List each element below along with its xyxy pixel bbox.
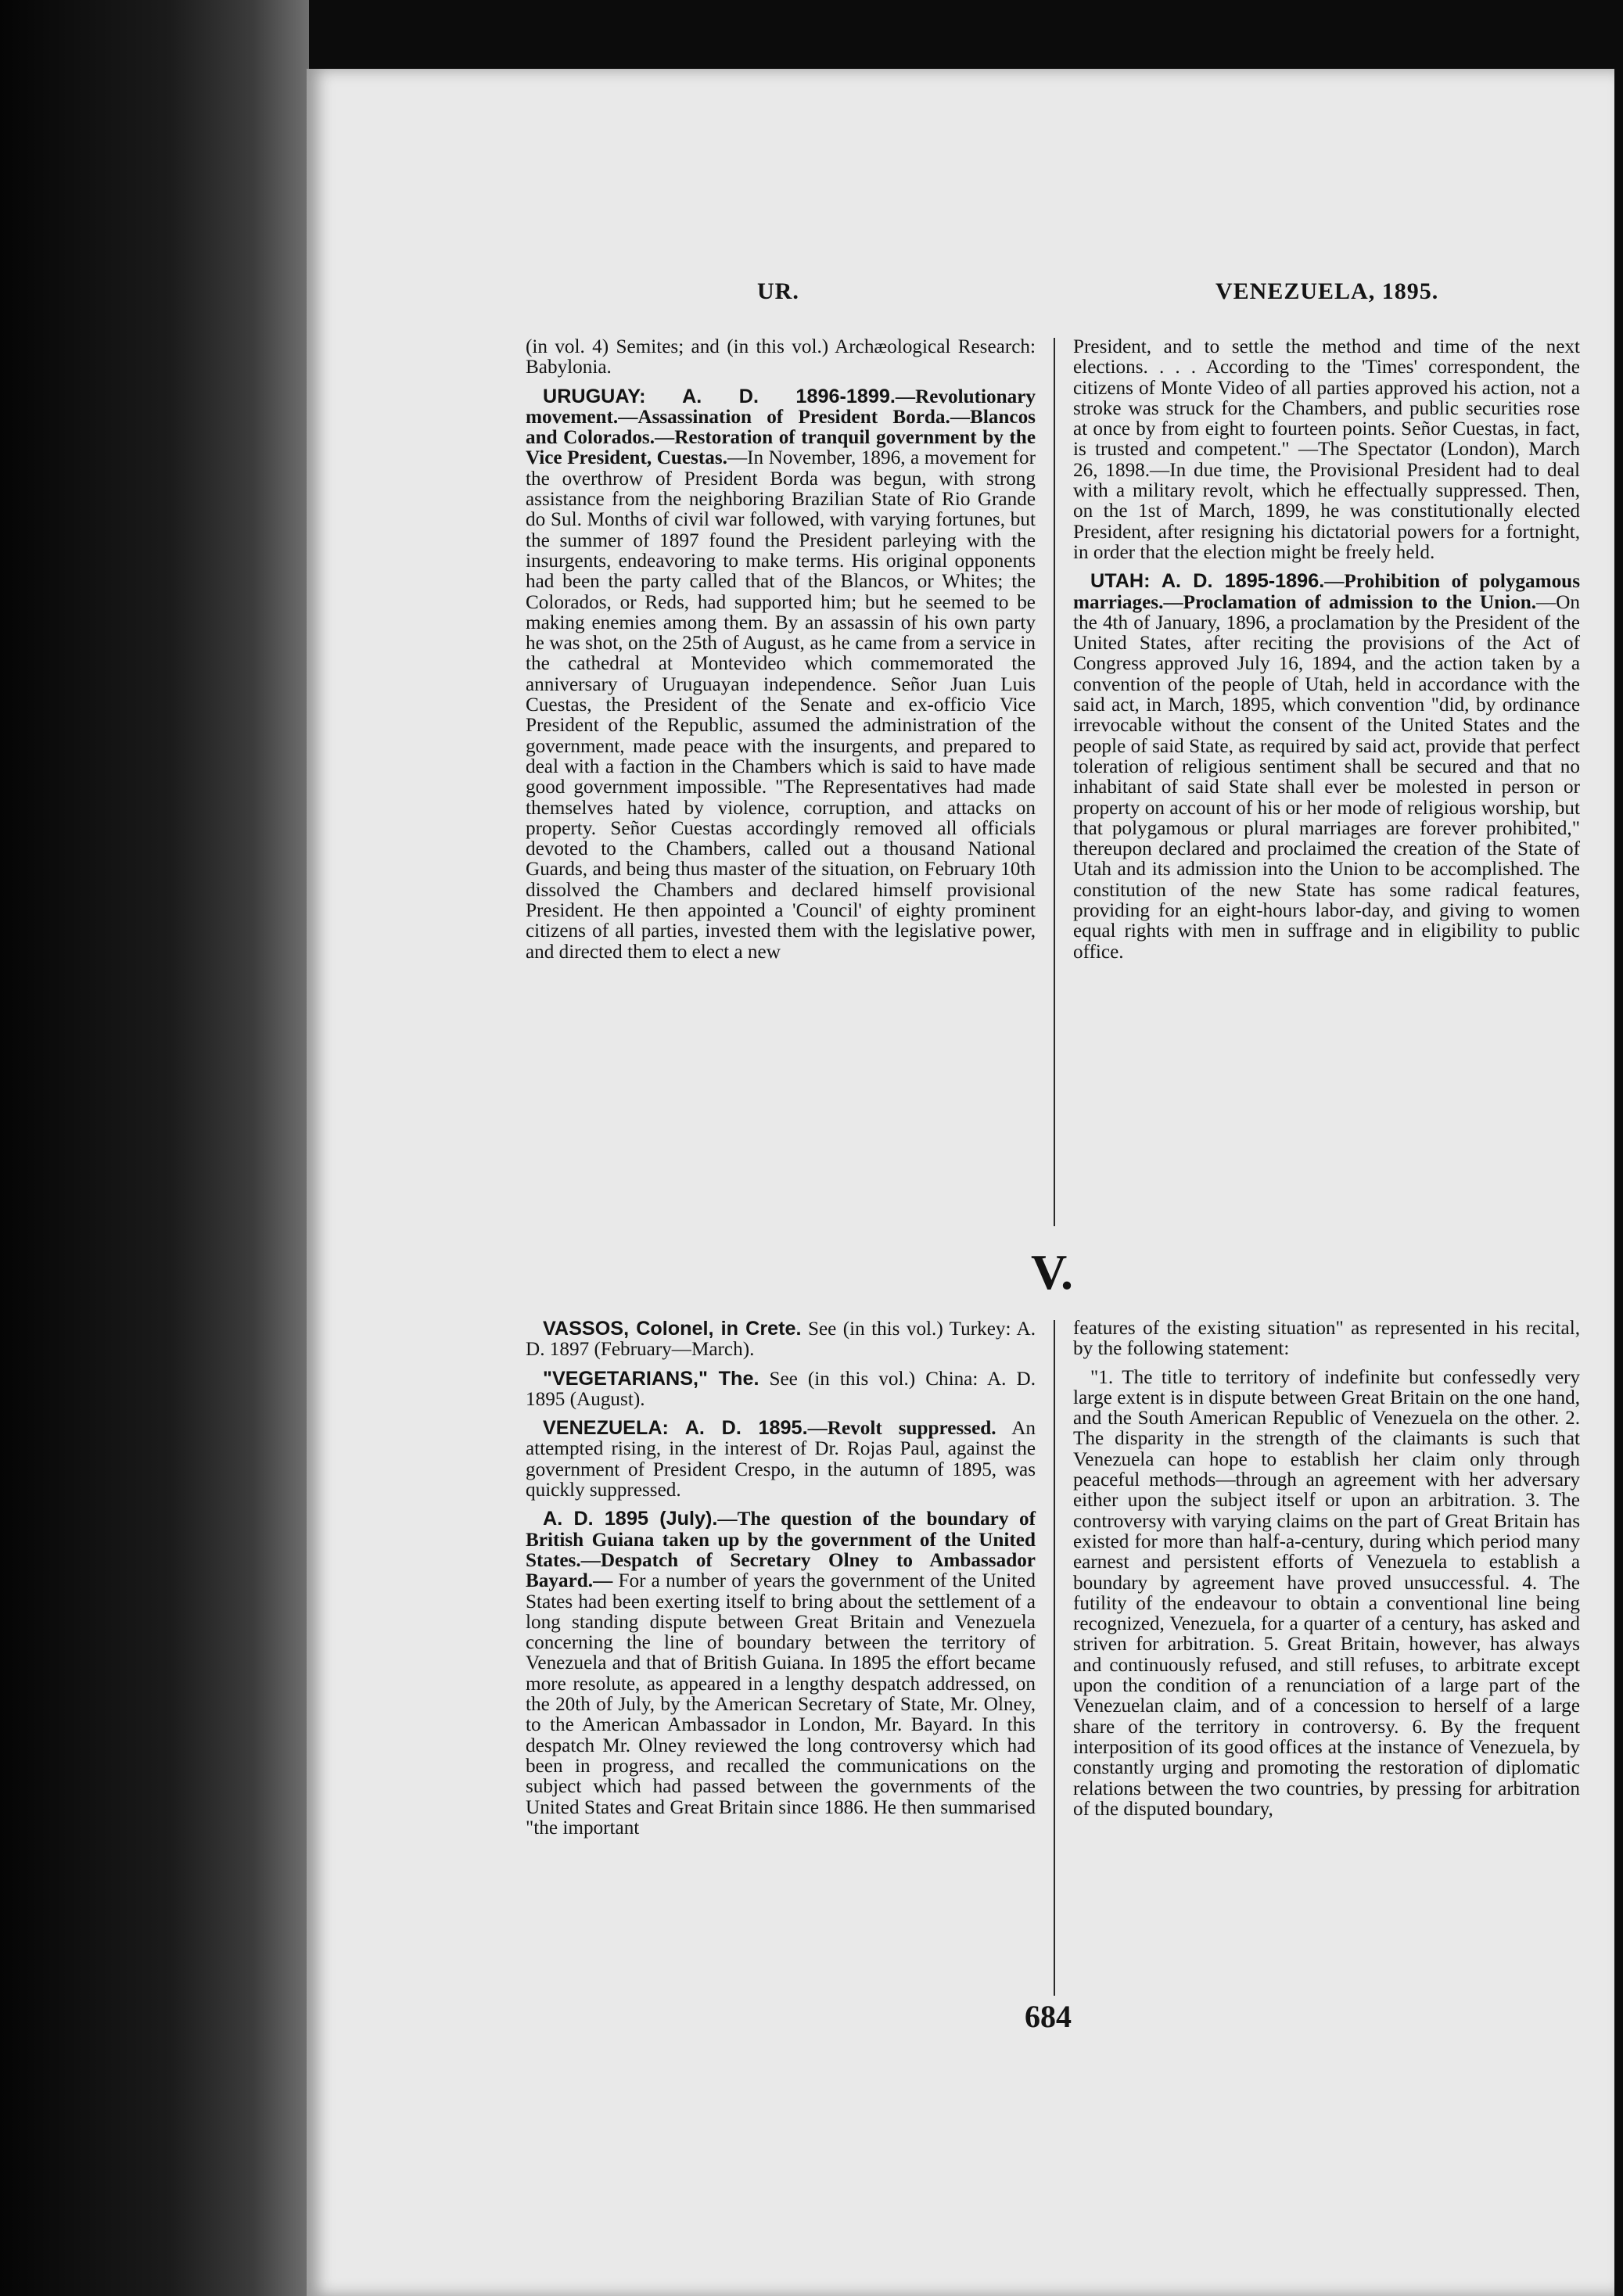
running-head-left: UR. <box>757 278 799 304</box>
entry-heading: VASSOS, Colonel, in Crete. <box>543 1318 802 1340</box>
entry-heading: URUGUAY: A. D. 1896-1899. <box>543 385 896 407</box>
entry-body: See (in this vol.) Turkey: A. D. 1897 (February—March). <box>526 1318 1036 1361</box>
entry-subheading: —Revolt suppressed. <box>807 1418 996 1440</box>
entry-heading: "VEGETARIANS," The. <box>543 1367 759 1390</box>
column-lower-right <box>1073 1318 1580 1828</box>
column-lower-left <box>526 1318 1036 1846</box>
entry-body: An attempted rising, in the interest of Dr. Rojas Paul, against the government of President Crespo, in the autumn of 1895, was quickly suppressed. <box>526 1418 1036 1501</box>
paragraph: President, and to settle the method and time of the next elections. . . . According to the 'Times' correspondent, the citizens of Monte Video of all parties approved his action, not a stroke was struck for the Chambers, and public securities rose at once by from eight to fourteen points. Señor Cuestas, in fact, is trusted and competent." —The Spectator (London), March 26, 1898.—In due time, the Provisional President had to deal with a military revolt, which he effectually suppressed. Then, on the 1st of March, 1899, he was constitutionally elected President, after resigning his dictatorial powers for a fortnight, in order that the election might be freely held. <box>1073 336 1580 563</box>
column-rule-lower <box>1054 1320 1055 1996</box>
entry-body: For a number of years the government of the United States had been exerting itself to bring about the settlement of a long standing dispute between Great Britain and Venezuela concerning the line of boundary between the territory of Venezuela and that of British Guiana. In 1895 the effort became more resolute, as appeared in a lengthy despatch addressed, on the 20th of July, by the American Secretary of State, Mr. Olney, to the American Ambassador in London, Mr. Bayard. In this despatch Mr. Olney reviewed the long controversy which had been in progress, and recalled the communications on the subject which had passed between the governments of the United States and Great Britain since 1886. He then summarised "the important <box>526 1570 1036 1839</box>
page-number: 684 <box>1025 1999 1072 2034</box>
column-rule-upper <box>1054 338 1055 1226</box>
scan-dark-edge <box>0 0 309 2296</box>
running-head-right: VENEZUELA, 1895. <box>1215 278 1439 304</box>
entry-utah <box>1073 571 1580 963</box>
paragraph: "1. The title to territory of indefinite but confessedly very large extent is in dispute between Great Britain on the one hand, and the South American Republic of Venezuela on the other. 2. The disparity in the strength of the claimants is such that Venezuela can hope to establish her claim only through peaceful methods—through an agreement with her adversary either upon the subject itself or upon an arbitration. 3. The controversy with varying claims on the part of Great Britain has existed for more than half-a-century, during which period many earnest and persistent efforts of Venezuela to establish a boundary by agreement have proved unsuccessful. 4. The futility of the endeavour to obtain a conventional line being recognized, Venezuela, for a quarter of a century, has asked and striven for arbitration. 5. Great Britain, however, has always and continuously refused, and still refuses, to arbitrate except upon the condition of a renunciation of a large part of the Venezuelan claim, and of a concession to herself of a large share of the territory in controversy. 6. By the frequent interposition of its good offices at the instance of Venezuela, by constantly urging and promoting the restoration of diplomatic relations between the two countries, by pressing for arbitration of the disputed boundary, <box>1073 1366 1580 1820</box>
entry-subheading: —The question of the boundary of British Guiana taken up by the government of the United States.—Despatch of Secretary Olney to Ambassador Bayard.— <box>526 1509 1036 1592</box>
column-upper-left <box>526 337 1036 970</box>
entry-venezuela-1895 <box>526 1418 1036 1501</box>
entry-vegetarians <box>526 1369 1036 1411</box>
section-letter: V. <box>1031 1244 1073 1300</box>
entry-heading: A. D. 1895 (July). <box>543 1508 718 1530</box>
entry-venezuela-1895-july <box>526 1509 1036 1839</box>
entry-body: —On the 4th of January, 1896, a proclamation by the President of the United States, after reciting the provisions of the Act of Congress approved July 16, 1894, and the action taken by a convention of the people of Utah, held in accordance with the said act, in March, 1895, which convention "did, by ordinance irrevocable without the consent of the United States and the people of said State, as required by said act, provide that perfect toleration of religious sentiment shall be secured and that no inhabitant of said State shall ever be molested in person or property on account of his or her mode of religious worship, but that polygamous or plural marriages are forever prohibited," thereupon declared and proclaimed the creation of the State of Utah and its admission into the Union to be accomplished. The constitution of the new State has some radical features, providing for an eight-hours labor-day, and giving to women equal rights with men in suffrage and in eligibility to public office. <box>1073 591 1580 963</box>
entry-body: See (in this vol.) China: A. D. 1895 (August). <box>526 1368 1036 1410</box>
paragraph: (in vol. 4) Semites; and (in this vol.) Archæological Research: Babylonia. <box>526 336 1036 378</box>
entry-vassos <box>526 1318 1036 1361</box>
entry-heading: VENEZUELA: A. D. 1895. <box>543 1417 808 1440</box>
entry-subheading: —Revolutionary movement.—Assassination of President Borda.—Blancos and Colorados.—Restoration of tranquil government by the Vice President, Cuestas. <box>526 386 1036 469</box>
entry-subheading: —Prohibition of polygamous marriages.—Proclamation of admission to the Union. <box>1073 571 1580 613</box>
column-upper-right <box>1073 337 1580 970</box>
entry-body: —In November, 1896, a movement for the overthrow of President Borda was begun, with strong assistance from the neighboring Brazilian State of Rio Grande do Sul. Months of civil war followed, with varying fortunes, but the summer of 1897 found the President parleying with the insurgents, endeavoring to make terms. His original opponents had been the party called that of the Blancos, or Whites; the Colorados, or Reds, had supported him; but he seemed to be making enemies among them. By an assassin of his own party he was shot, on the 25th of August, as he came from a service in the cathedral at Montevideo which commemorated the anniversary of Uruguayan independence. Señor Juan Luis Cuestas, the President of the Senate and ex-officio Vice President of the Republic, assumed the administration of the government, made peace with the insurgents, and prepared to deal with a faction in the Chambers which is said to have made good government impossible. "The Representatives had made themselves hated by violence, corruption, and attacks on property. Señor Cuestas accordingly removed all officials devoted to the Chambers, called out a thousand National Guards, and being thus master of the situation, on February 10th dissolved the Chambers and declared himself provisional President. He then appointed a 'Council' of eighty prominent citizens of all parties, invested them with the legislative power, and directed them to elect a new <box>526 447 1036 963</box>
entry-heading: UTAH: A. D. 1895-1896. <box>1090 570 1325 593</box>
paragraph: features of the existing situation" as represented in his recital, by the following statement: <box>1073 1318 1580 1360</box>
entry-uruguay <box>526 386 1036 963</box>
